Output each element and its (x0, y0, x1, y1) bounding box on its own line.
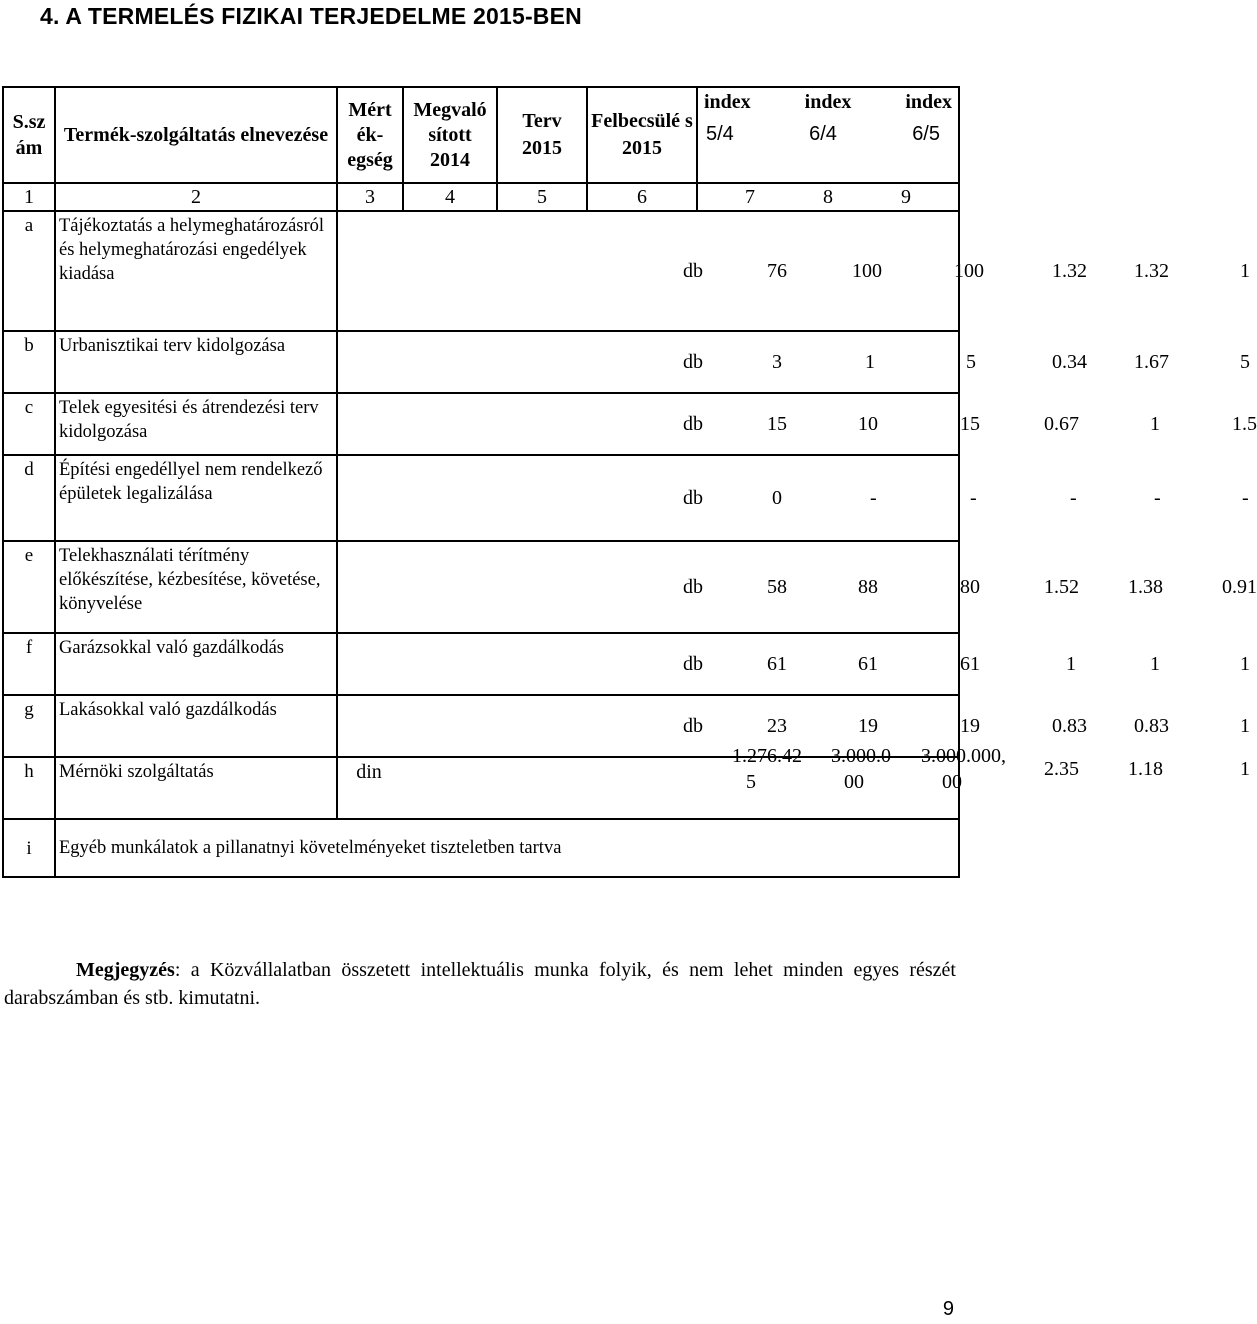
row-value-6: 5 (966, 351, 976, 373)
row-value-4-line1: 1.276.42 (732, 745, 802, 767)
row-value-6: 100 (954, 260, 984, 282)
row-unit: db (683, 260, 703, 282)
header-plan-2015: Terv 2015 (497, 87, 587, 183)
colnum-2: 2 (55, 183, 337, 211)
row-value-4: 76 (767, 260, 787, 282)
header-estimate-2015: Felbecsülé s 2015 (587, 87, 697, 183)
row-unit: din (356, 761, 382, 783)
row-value-4: 61 (767, 653, 787, 675)
row-unit: db (683, 351, 703, 373)
row-letter: d (3, 455, 55, 541)
colnum-1: 1 (3, 183, 55, 211)
row-value-5: 100 (852, 260, 882, 282)
row-value-8: 0.83 (1134, 715, 1169, 737)
row-name: Urbanisztikai terv kidolgozása (55, 331, 337, 393)
row-value-9: 1.5 (1232, 413, 1257, 435)
row-value-7: 0.83 (1052, 715, 1087, 737)
row-letter: c (3, 393, 55, 455)
row-letter: f (3, 633, 55, 695)
row-value-7: 2.35 (1044, 758, 1079, 780)
index-sub-1: 5/4 (706, 123, 734, 145)
row-value-6: - (970, 487, 977, 509)
row-value-6-line2: 00 (942, 771, 962, 793)
colnum-3: 3 (337, 183, 403, 211)
index-sublabels (698, 114, 958, 146)
row-values (337, 633, 1250, 695)
row-unit: db (683, 576, 703, 598)
index-sub-2: 6/4 (809, 123, 837, 145)
page-number: 9 (942, 1298, 954, 1320)
table-row (3, 211, 959, 331)
row-value-6-line1: 3.000.000, (921, 745, 1006, 767)
row-full-text: Egyéb munkálatok a pillanatnyi követelményeket tiszteletben tartva (55, 819, 959, 877)
page-title: 4. A TERMELÉS FIZIKAI TERJEDELME 2015-BEN (40, 3, 582, 29)
row-value-7: 1.52 (1044, 576, 1079, 598)
footnote-label: Megjegyzés (76, 959, 175, 981)
footnote-text: : a Közvállalatban összetett intellektuális munka folyik, és nem lehet minden egyes részét darabszámban és stb. kimutatni. (4, 959, 956, 1009)
row-letter: h (3, 757, 55, 819)
row-value-8: 1.18 (1128, 758, 1163, 780)
row-value-8: - (1154, 487, 1161, 509)
row-values (337, 455, 1249, 541)
row-value-9: 5 (1240, 351, 1250, 373)
row-name: Építési engedéllyel nem rendelkező épületek legalizálása (55, 455, 337, 541)
index-label-3: index (905, 91, 952, 113)
row-value-8: 1.32 (1134, 260, 1169, 282)
row-value-7: 0.67 (1044, 413, 1079, 435)
row-value-6: 61 (960, 653, 980, 675)
row-letter: i (3, 819, 55, 877)
row-value-4: 23 (767, 715, 787, 737)
colnum-6: 6 (587, 183, 697, 211)
row-value-9: 1 (1240, 758, 1250, 780)
table-row (3, 757, 959, 819)
row-value-8: 1.38 (1128, 576, 1163, 598)
row-value-9: 0.91 (1222, 576, 1257, 598)
row-value-5: 10 (858, 413, 878, 435)
footnote (4, 956, 956, 1012)
row-value-6: 15 (960, 413, 980, 435)
row-value-9: 1 (1240, 715, 1250, 737)
table-row (3, 819, 959, 877)
row-value-8: 1 (1150, 653, 1160, 675)
table-row (3, 541, 959, 633)
row-value-5: 19 (858, 715, 878, 737)
row-value-9: - (1242, 487, 1249, 509)
row-value-4: 3 (772, 351, 782, 373)
row-value-5: 61 (858, 653, 878, 675)
header-serial: S.sz ám (3, 87, 55, 183)
production-table (2, 86, 1257, 878)
row-name: Telekhasználati térítmény előkészítése, kézbesítése, követése, könyvelése (55, 541, 337, 633)
row-value-9: 1 (1240, 653, 1250, 675)
table-row (3, 331, 959, 393)
colnum-7: 7 (745, 186, 755, 208)
row-letter: g (3, 695, 55, 757)
header-row (3, 87, 959, 183)
row-value-8: 1.67 (1134, 351, 1169, 373)
row-value-4: 15 (767, 413, 787, 435)
row-value-4: 58 (767, 576, 787, 598)
row-value-7: - (1070, 487, 1077, 509)
table-row (3, 633, 959, 695)
row-values (337, 211, 1250, 331)
row-letter: a (3, 211, 55, 331)
index-sub-3: 6/5 (912, 123, 940, 145)
row-letter: b (3, 331, 55, 393)
row-value-7: 1 (1066, 653, 1076, 675)
row-name: Mérnöki szolgáltatás (55, 757, 337, 819)
row-values (337, 393, 1257, 455)
table-row (3, 695, 959, 757)
row-value-5-line1: 3.000.0 (831, 745, 891, 767)
row-value-5: - (870, 487, 877, 509)
table-row (3, 455, 959, 541)
colnum-index-group (697, 183, 959, 211)
row-letter: e (3, 541, 55, 633)
index-labels (698, 88, 958, 114)
row-value-4-line2: 5 (746, 771, 756, 793)
row-name: Tájékoztatás a helymeghatározásról és helymeghatározási engedélyek kiadása (55, 211, 337, 331)
row-value-6: 19 (960, 715, 980, 737)
row-name: Garázsokkal való gazdálkodás (55, 633, 337, 695)
index-label-1: index (704, 91, 751, 113)
row-value-5: 1 (865, 351, 875, 373)
row-value-8: 1 (1150, 413, 1160, 435)
row-value-9: 1 (1240, 260, 1250, 282)
colnum-4: 4 (403, 183, 497, 211)
row-values (337, 745, 1250, 819)
header-unit: Mért ék- egség (337, 87, 403, 183)
row-unit: db (683, 715, 703, 737)
row-value-7: 0.34 (1052, 351, 1087, 373)
column-number-row (3, 183, 959, 211)
row-unit: db (683, 653, 703, 675)
colnum-9: 9 (901, 186, 911, 208)
row-name: Telek egyesitési és átrendezési terv kidolgozása (55, 393, 337, 455)
table-row (3, 393, 959, 455)
row-unit: db (683, 413, 703, 435)
colnum-8: 8 (823, 186, 833, 208)
row-name: Lakásokkal való gazdálkodás (55, 695, 337, 757)
row-value-5: 88 (858, 576, 878, 598)
header-product-name: Termék-szolgáltatás elnevezése (55, 87, 337, 183)
row-value-7: 1.32 (1052, 260, 1087, 282)
row-values (337, 331, 1250, 393)
row-value-6: 80 (960, 576, 980, 598)
header-realized-2014: Megvaló sított 2014 (403, 87, 497, 183)
index-label-2: index (804, 91, 852, 113)
row-unit: db (683, 487, 703, 509)
row-value-5-line2: 00 (844, 771, 864, 793)
colnum-5: 5 (497, 183, 587, 211)
header-indexes (697, 87, 959, 183)
row-value-4: 0 (772, 487, 782, 509)
row-values (337, 541, 1257, 633)
